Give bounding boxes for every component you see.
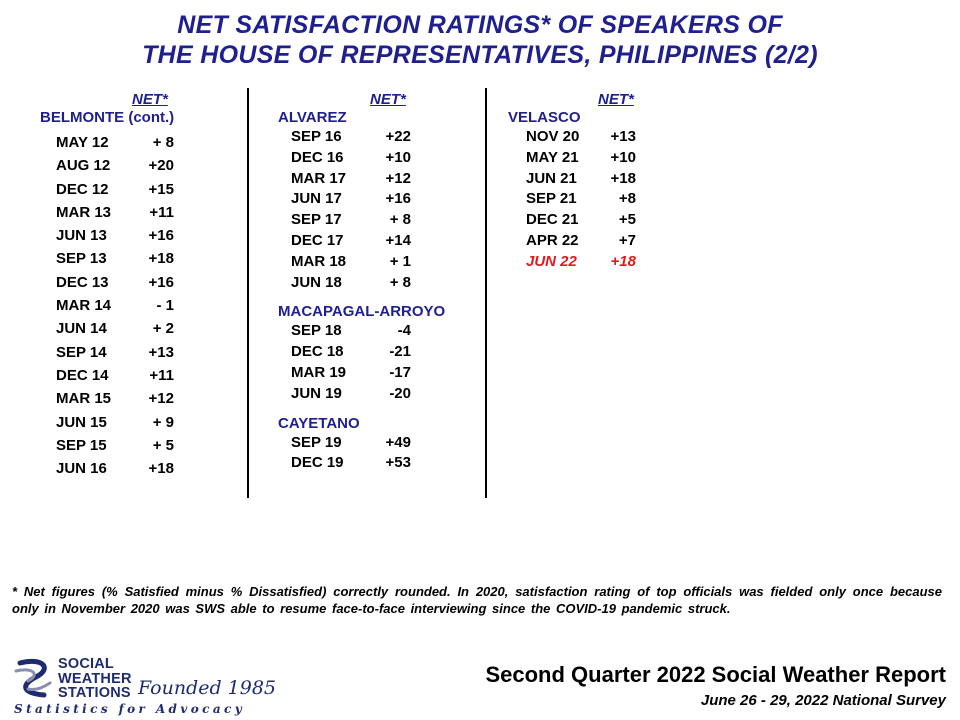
rating-period: SEP 13 bbox=[56, 250, 107, 268]
title-line-2: THE HOUSE OF REPRESENTATIVES, PHILIPPINES (2/2) bbox=[142, 41, 818, 69]
rating-period: JUN 19 bbox=[291, 384, 342, 402]
report-subtitle: June 26 - 29, 2022 National Survey bbox=[700, 692, 946, 709]
rating-value: +8 bbox=[618, 190, 636, 208]
rating-period: APR 22 bbox=[526, 231, 579, 249]
rating-value: + 8 bbox=[389, 211, 411, 229]
rating-period: AUG 12 bbox=[56, 157, 111, 175]
rating-period: JUN 16 bbox=[56, 460, 107, 478]
chart-title bbox=[0, 10, 960, 70]
rating-value: +12 bbox=[148, 390, 174, 408]
column-alvarez-arroyo-cayetano bbox=[278, 92, 488, 484]
rating-value: +10 bbox=[610, 148, 636, 166]
rating-row bbox=[40, 341, 245, 364]
speaker-group-alvarez bbox=[278, 109, 488, 293]
rating-value: + 8 bbox=[152, 134, 174, 151]
rating-period: JUN 14 bbox=[56, 320, 107, 338]
rating-period: MAR 19 bbox=[291, 363, 347, 381]
rating-value: +11 bbox=[149, 366, 174, 384]
speaker-name: CAYETANO bbox=[278, 414, 360, 432]
rating-value: +7 bbox=[618, 231, 636, 249]
rating-period: SEP 17 bbox=[291, 211, 342, 229]
title-line-1: NET SATISFACTION RATINGS* OF SPEAKERS OF bbox=[177, 11, 783, 39]
rating-row bbox=[278, 384, 488, 405]
rating-period: MAR 17 bbox=[291, 169, 347, 187]
rating-value: +13 bbox=[610, 128, 636, 145]
rating-row bbox=[278, 169, 488, 190]
rating-value: + 2 bbox=[152, 320, 174, 338]
rating-value: +16 bbox=[148, 273, 174, 291]
rating-period: SEP 21 bbox=[526, 190, 577, 208]
rating-list bbox=[278, 321, 488, 404]
rating-period: DEC 19 bbox=[291, 454, 344, 472]
rating-row bbox=[40, 364, 245, 387]
rating-row bbox=[278, 363, 488, 384]
rating-value: -21 bbox=[389, 343, 411, 361]
sws-logo bbox=[14, 655, 277, 716]
rating-period: DEC 21 bbox=[526, 211, 579, 229]
rating-row bbox=[40, 457, 245, 480]
rating-value: + 5 bbox=[152, 436, 174, 454]
column-divider bbox=[485, 88, 487, 498]
rating-period: NOV 20 bbox=[526, 128, 580, 145]
speaker-group-macapagal-arroyo bbox=[278, 303, 488, 404]
rating-value: +49 bbox=[385, 433, 411, 451]
rating-value: +18 bbox=[148, 250, 174, 268]
rating-value: +22 bbox=[385, 128, 411, 145]
rating-value: +5 bbox=[618, 211, 636, 229]
column-belmonte bbox=[40, 92, 245, 480]
rating-row bbox=[278, 252, 488, 273]
rating-row bbox=[508, 231, 708, 252]
rating-row bbox=[40, 317, 245, 340]
speaker-group-cayetano bbox=[278, 415, 488, 475]
rating-value: + 9 bbox=[152, 413, 174, 431]
column-divider bbox=[247, 88, 249, 498]
rating-value: +12 bbox=[385, 169, 411, 187]
rating-row bbox=[278, 433, 488, 454]
speaker-name-suffix: (cont.) bbox=[128, 109, 175, 126]
rating-row bbox=[278, 148, 488, 169]
rating-row bbox=[278, 273, 488, 294]
rating-period: MAR 18 bbox=[291, 252, 347, 270]
rating-value: +15 bbox=[148, 180, 174, 198]
net-header: NET* bbox=[598, 91, 634, 108]
rating-value: +16 bbox=[385, 190, 411, 208]
logo-founded: Founded 1985 bbox=[138, 677, 277, 699]
rating-row bbox=[278, 453, 488, 474]
rating-value: +14 bbox=[385, 231, 411, 249]
logo-line: SOCIAL bbox=[58, 656, 114, 672]
rating-row bbox=[278, 342, 488, 363]
rating-row bbox=[40, 387, 245, 410]
rating-row bbox=[40, 294, 245, 317]
rating-row bbox=[40, 178, 245, 201]
rating-value: +53 bbox=[385, 454, 411, 472]
rating-period: JUN 21 bbox=[526, 169, 577, 187]
rating-row bbox=[508, 148, 708, 169]
speaker-name-belmonte bbox=[40, 109, 245, 127]
report-title: Second Quarter 2022 Social Weather Report bbox=[485, 662, 946, 687]
rating-period: DEC 12 bbox=[56, 180, 109, 198]
rating-period: SEP 18 bbox=[291, 322, 342, 340]
rating-value: +13 bbox=[148, 343, 174, 361]
rating-value: + 1 bbox=[389, 252, 411, 270]
rating-value: -17 bbox=[389, 363, 411, 381]
rating-period: MAY 21 bbox=[526, 148, 579, 166]
rating-period: SEP 19 bbox=[291, 433, 342, 451]
speaker-name: ALVAREZ bbox=[278, 109, 347, 126]
speaker-name: BELMONTE bbox=[40, 109, 125, 126]
rating-period: MAR 15 bbox=[56, 390, 112, 408]
rating-row bbox=[40, 271, 245, 294]
rating-value: +18 bbox=[610, 252, 636, 270]
rating-value: +18 bbox=[148, 460, 174, 478]
rating-list bbox=[278, 433, 488, 475]
rating-period: DEC 18 bbox=[291, 343, 344, 361]
net-header: NET* bbox=[132, 91, 168, 108]
rating-period: MAY 12 bbox=[56, 134, 109, 151]
logo-line: STATIONS bbox=[58, 685, 131, 701]
rating-row bbox=[40, 154, 245, 177]
rating-period: MAR 13 bbox=[56, 203, 112, 221]
rating-row bbox=[278, 210, 488, 231]
rating-value: +10 bbox=[385, 148, 411, 166]
rating-period: JUN 15 bbox=[56, 413, 107, 431]
rating-period: JUN 18 bbox=[291, 273, 342, 291]
rating-row bbox=[40, 201, 245, 224]
rating-value: -20 bbox=[389, 384, 411, 402]
rating-value: +18 bbox=[610, 169, 636, 187]
logo-line: WEATHER bbox=[58, 670, 132, 687]
rating-row bbox=[508, 210, 708, 231]
rating-list bbox=[508, 127, 708, 273]
sws-swirl-icon bbox=[14, 655, 54, 705]
speaker-name: MACAPAGAL-ARROYO bbox=[278, 303, 446, 321]
rating-value: + 8 bbox=[389, 273, 411, 291]
rating-row bbox=[508, 189, 708, 210]
rating-value: +16 bbox=[148, 227, 174, 245]
rating-row bbox=[278, 321, 488, 342]
rating-period: JUN 17 bbox=[291, 190, 342, 208]
rating-period: SEP 16 bbox=[291, 128, 342, 145]
rating-period: SEP 15 bbox=[56, 436, 107, 454]
rating-row bbox=[40, 434, 245, 457]
logo-tagline: Statistics for Advocacy bbox=[14, 702, 246, 716]
rating-row bbox=[40, 131, 245, 154]
rating-period: SEP 14 bbox=[56, 343, 107, 361]
rating-list bbox=[278, 127, 488, 293]
rating-row bbox=[278, 127, 488, 148]
rating-value: +20 bbox=[148, 157, 174, 175]
rating-period: JUN 22 bbox=[526, 252, 577, 270]
rating-period: DEC 16 bbox=[291, 148, 344, 166]
logo-wordmark bbox=[58, 657, 132, 701]
rating-period: DEC 17 bbox=[291, 231, 344, 249]
column-velasco bbox=[508, 92, 708, 273]
footnote: * Net figures (% Satisfied minus % Dissatisfied) correctly rounded. In 2020, satisfaction rating of top officials was fielded only once because only in November 2020 was SWS able to resume face-to-face interviewing since the COVID-19 pandemic struck. bbox=[12, 584, 942, 616]
rating-row bbox=[278, 189, 488, 210]
speaker-name: VELASCO bbox=[508, 109, 581, 126]
rating-value: +11 bbox=[149, 203, 174, 221]
rating-row bbox=[278, 231, 488, 252]
rating-value: -4 bbox=[397, 322, 411, 340]
rating-row bbox=[40, 411, 245, 434]
rating-value: - 1 bbox=[156, 297, 174, 315]
net-header: NET* bbox=[370, 91, 406, 108]
rating-period: DEC 14 bbox=[56, 366, 109, 384]
rating-list bbox=[40, 131, 245, 480]
rating-period: MAR 14 bbox=[56, 297, 112, 315]
rating-row bbox=[40, 224, 245, 247]
rating-period: DEC 13 bbox=[56, 273, 109, 291]
rating-row bbox=[508, 169, 708, 190]
rating-row bbox=[40, 247, 245, 270]
rating-row bbox=[508, 127, 708, 148]
rating-period: JUN 13 bbox=[56, 227, 107, 245]
rating-row bbox=[508, 252, 708, 273]
